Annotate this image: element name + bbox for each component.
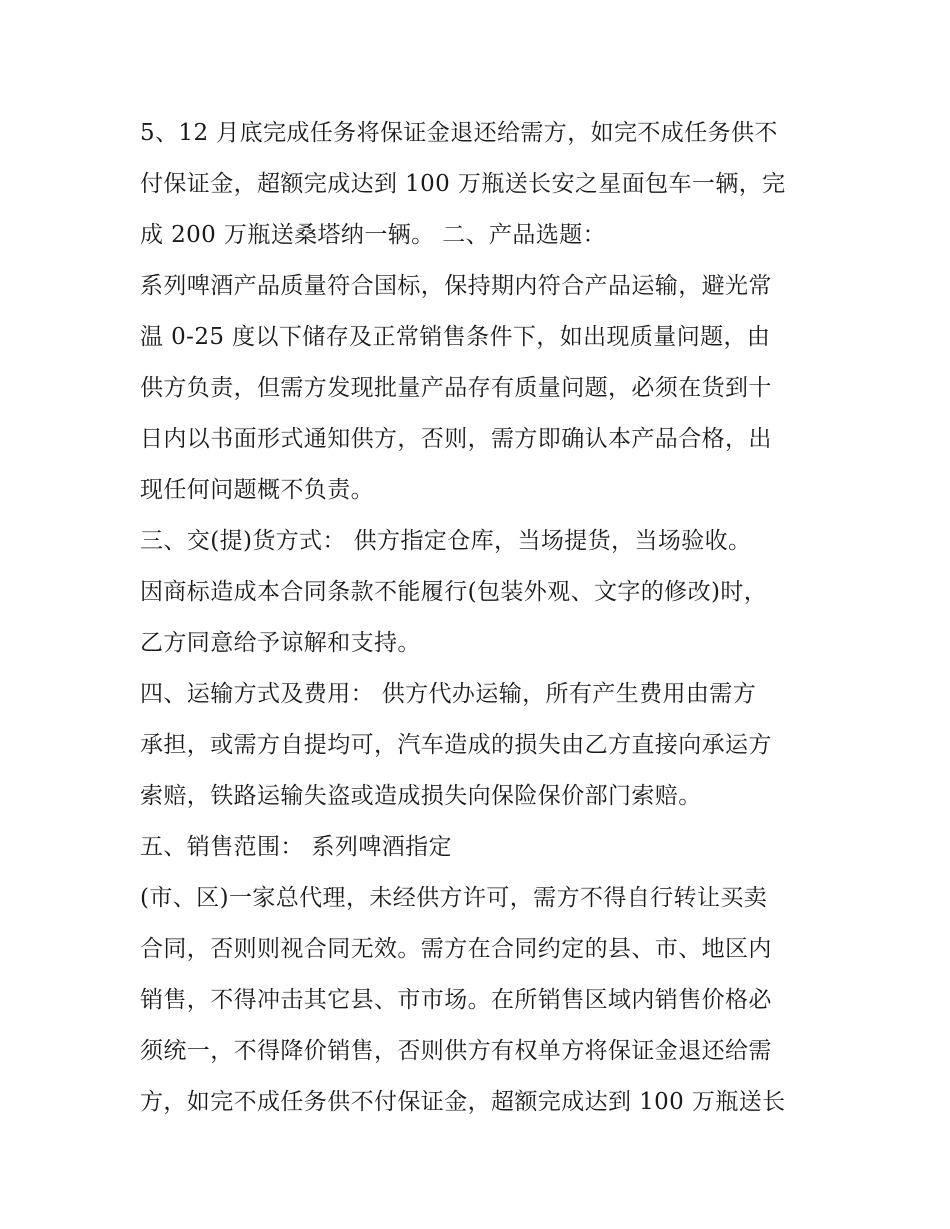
- text-line-18: 销售，不得冲击其它县、市市场。在所销售区域内销售价格必: [140, 987, 772, 1013]
- text-line-9: 三、交(提)货方式： 供方指定仓库，当场提货，当场验收。: [140, 528, 752, 554]
- text-line-17: 合同，否则则视合同无效。需方在合同约定的县、市、地区内: [140, 936, 772, 962]
- text-line-13: 承担，或需方自提均可，汽车造成的损失由乙方直接向承运方: [140, 732, 772, 758]
- text-line-11: 乙方同意给予谅解和支持。: [140, 630, 421, 656]
- text-line-20: 方，如完不成任务供不付保证金，超额完成达到 100 万瓶送长: [140, 1089, 786, 1115]
- text-line-3: 成 200 万瓶送桑塔纳一辆。 二、产品选题：: [140, 222, 607, 248]
- text-line-2: 付保证金，超额完成达到 100 万瓶送长安之星面包车一辆，完: [140, 171, 786, 197]
- text-line-16: (市、区)一家总代理，未经供方许可，需方不得自行转让买卖: [140, 885, 768, 911]
- text-line-10: 因商标造成本合同条款不能履行(包装外观、文字的修改)时，: [140, 579, 768, 605]
- text-line-14: 索赔，铁路运输失盗或造成损失向保险保价部门索赔。: [140, 783, 702, 809]
- text-line-8: 现任何问题概不负责。: [140, 477, 374, 503]
- text-line-6: 供方负责，但需方发现批量产品存有质量问题，必须在货到十: [140, 375, 772, 401]
- text-line-12: 四、运输方式及费用： 供方代办运输，所有产生费用由需方: [140, 681, 757, 707]
- text-line-4: 系列啤酒产品质量符合国标，保持期内符合产品运输，避光常: [140, 273, 772, 299]
- text-line-1: 5、12 月底完成任务将保证金退还给需方，如完不成任务供不: [140, 120, 778, 146]
- document-body: [140, 108, 820, 1128]
- text-line-15: 五、销售范围： 系列啤酒指定: [140, 834, 452, 860]
- text-line-19: 须统一，不得降价销售，否则供方有权单方将保证金退还给需: [140, 1038, 772, 1064]
- text-line-7: 日内以书面形式通知供方，否则，需方即确认本产品合格，出: [140, 426, 772, 452]
- text-line-5: 温 0-25 度以下储存及正常销售条件下，如出现质量问题，由: [140, 324, 771, 350]
